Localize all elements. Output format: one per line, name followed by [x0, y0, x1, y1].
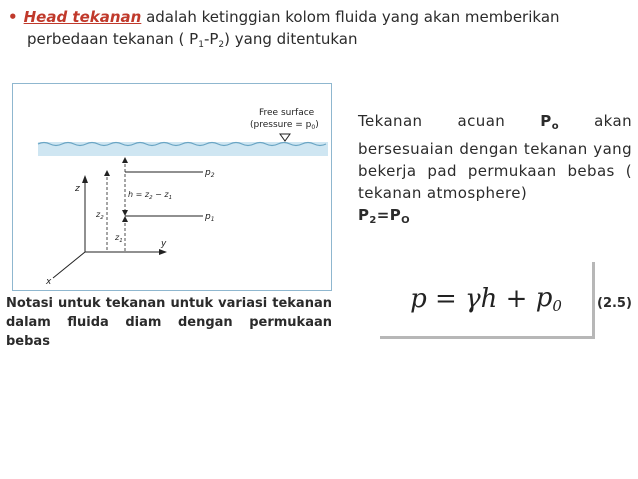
z1-arrow-up-icon: [122, 216, 128, 222]
eq-p: p: [410, 284, 427, 314]
p2-equals-po: $P_2=P_O$: [358, 206, 411, 226]
eq-plus: +: [497, 284, 536, 314]
equation-number: (2.5): [597, 296, 632, 311]
y-axis-label: y: [161, 239, 167, 249]
hydrostatic-equation: [380, 262, 595, 339]
free-surface-triangle-icon: [280, 134, 290, 141]
z-axis-label: z: [75, 184, 80, 194]
head-tekanan-term: Head tekanan: [23, 8, 142, 26]
pressure-label: (pressure = $p_0$): [250, 120, 319, 131]
z1-label: $z_1$: [115, 233, 123, 244]
eq-equals: =: [426, 284, 466, 314]
p2-label: $p_2$: [205, 168, 215, 179]
desc-part2: akan bersesuaian dengan tekanan yang bekerja pad permukaan bebas ( tekanan atmosphere): [358, 112, 632, 202]
bullet-dot-icon: •: [8, 8, 18, 26]
h-label: $h = z_2 - z_1$: [128, 190, 173, 201]
bullet-text-1: adalah ketinggian kolom fluida yang akan memberikan: [141, 8, 560, 26]
eq-gamma-h: γh: [465, 284, 498, 314]
fluid-diagram-svg: [13, 84, 331, 290]
z2-arrow-up-icon: [104, 170, 110, 176]
eq-p0: p0: [535, 283, 562, 315]
h-arrow-up-icon: [122, 157, 128, 163]
free-surface-label: Free surface: [259, 108, 315, 118]
y-axis-arrow-icon: [159, 249, 167, 255]
x-axis-label: x: [46, 277, 52, 287]
figure-caption: Notasi untuk tekanan untuk variasi tekanan dalam fluida diam dengan permukaan bebas: [6, 296, 332, 349]
p2-subscript: 2: [218, 40, 225, 50]
x-axis: [53, 252, 85, 278]
p1-label: $p_1$: [205, 212, 215, 223]
p1-subscript: 1: [198, 40, 204, 50]
z2-label: $z_2$: [96, 210, 104, 221]
desc-part1: Tekanan acuan: [358, 112, 541, 130]
h-arrow-down-icon: [122, 210, 128, 216]
bullet-paragraph: [8, 6, 633, 56]
bullet-text-2a: perbedaan tekanan ( P: [27, 30, 199, 48]
fluid-diagram: [12, 83, 332, 291]
bullet-text-2b: ) yang ditentukan: [224, 30, 358, 48]
z-axis-arrow-icon: [82, 175, 88, 183]
p0-symbol: $P_o$: [540, 112, 559, 132]
reference-pressure-description: [358, 110, 632, 232]
dash-p: -P: [203, 30, 219, 48]
